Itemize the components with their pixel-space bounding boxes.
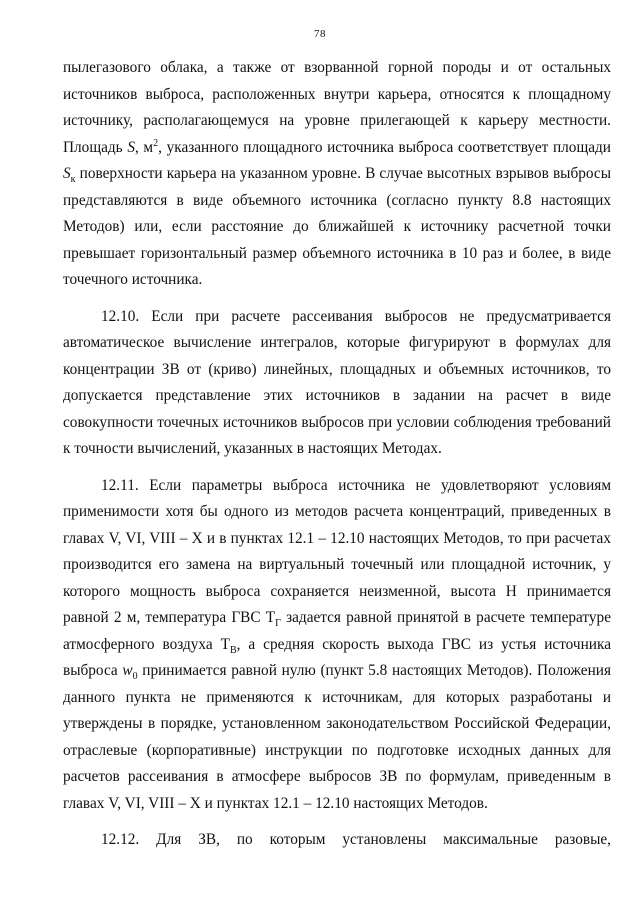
text-segment: принимается равной нулю (пункт 5.8 настоящих Методов). Положения данного пункта не применяются к источникам, для которых разработаны и утверждены в порядке, установленном законодательством Российской Федерации, отраслевые (корпоративные) инструкции по подготовке исходных данных для расчетов рассеивания в атмосфере выбросов ЗВ по формулам, приведенным в главах V, VI, VIII – X и пунктах 12.1 – 12.10 настоящих Методов. [63, 662, 611, 812]
text-segment: , указанного площадного источника выброса соответствует площади [158, 138, 611, 156]
text-segment: 0 [132, 671, 138, 683]
text-segment: , а средняя скорость выхода ГВС из устья источника выброса [63, 635, 611, 679]
text-segment: 12.10. Если при расчете рассеивания выбросов не предусматривается автоматическое вычисление интегралов, которые фигурируют в формулах для концентрации ЗВ от (криво) линейных, площадных и объемных источников, то допускается представление этих источников в задании на расчет в виде совокупности точечных источников выбросов при условии соблюдения требований к точности вычислений, указанных в настоящих Методах. [63, 307, 611, 457]
text-segment: Г [275, 618, 281, 630]
text-segment: 12.11. Если параметры выброса источника не удовлетворяют условиям применимости хотя бы одного из методов расчета концентраций, приведенных в главах V, VI, VIII – X и в пунктах 12.1 – 12.10 настоящих Методов, то при расчетах производится его замена на виртуальный точечный или площадной источник, у которого мощность выброса сохраняется неизменной, высота Н принимается равной 2 м, температура ГВС Т [63, 476, 611, 626]
text-segment: 12.12. Для ЗВ, по которым установлены максимальные разовые, [101, 831, 611, 848]
text-segment: к [70, 174, 76, 186]
text-segment: , м [134, 138, 154, 156]
paragraph-p3 [63, 473, 611, 818]
text-segment: В [229, 644, 237, 656]
text-segment: поверхности карьера на указанном уровне. В случае высотных взрывов выбросы представляются в виде объемного источника (согласно пункту 8.8 настоящих Методов) или, если расстояние до ближайшей к источнику расчетной точки превышает горизонтальный размер объемного источника в 10 раз и более, в виде точечного источника. [63, 165, 611, 288]
text-segment: S [63, 165, 71, 182]
document-body [63, 55, 611, 864]
text-segment: задается равной принятой в расчете температуре атмосферного воздуха Т [63, 609, 611, 653]
text-segment: 2 [153, 137, 159, 149]
text-segment: w [122, 662, 133, 679]
paragraph-p2 [63, 304, 611, 463]
paragraph-p1 [63, 55, 611, 294]
paragraph-p4 [63, 827, 611, 854]
text-segment: пылегазового облака, а также от взорванной горной породы и от остальных источников выброса, расположенных внутри карьера, относятся к площадному источнику, располагающемуся на уровне прилегающей к карьеру местности. Площадь [63, 59, 611, 156]
text-segment: S [127, 138, 135, 156]
page-number: 78 [314, 28, 326, 40]
